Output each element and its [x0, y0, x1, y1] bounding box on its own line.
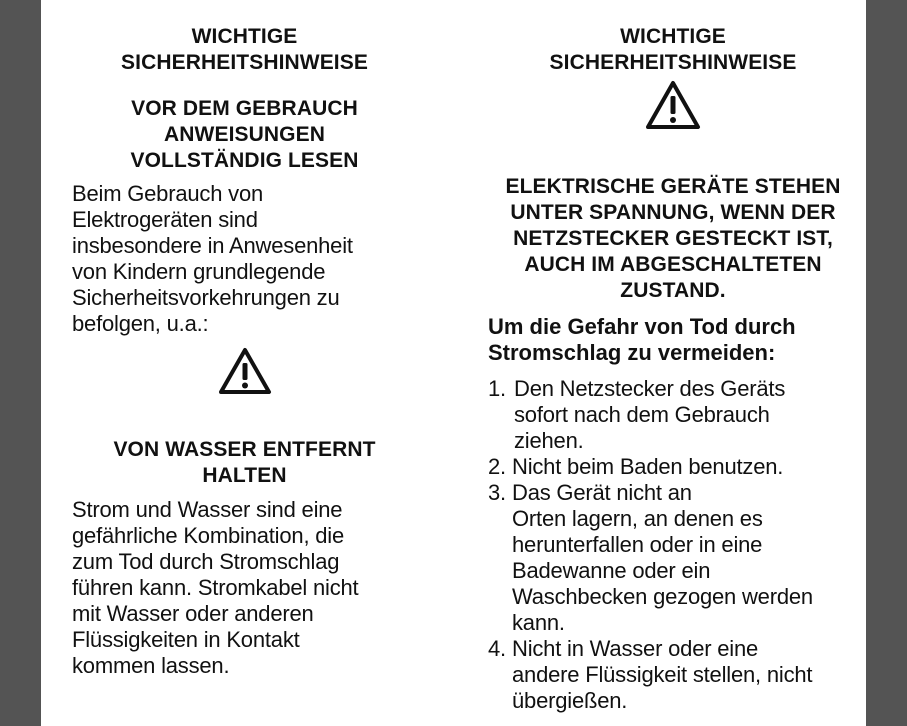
list-item [488, 636, 858, 714]
list-item [488, 480, 858, 636]
list-item [488, 454, 858, 480]
right-column [488, 24, 858, 714]
water-text: Strom und Wasser sind eine gefährliche Kombination, die zum Tod durch Stromschlag führen kann. Stromkabel nicht mit Wasser oder anderen Flüssigkeiten in Kontakt kommen lassen. [72, 497, 359, 678]
read-instructions-heading: VOR DEM GEBRAUCH ANWEISUNGEN VOLLSTÄNDIG LESEN [130, 97, 359, 172]
intro-text: Beim Gebrauch von Elektrogeräten sind insbesondere in Anwesenheit von Kindern grundlegende Sicherheitsvorkehrungen zu befolgen, u.a.: [72, 181, 353, 336]
right-title: WICHTIGE SICHERHEITSHINWEISE [549, 25, 797, 74]
list-item [488, 376, 858, 454]
water-heading: VON WASSER ENTFERNT HALTEN [113, 438, 376, 487]
safety-steps-list [488, 376, 858, 714]
step-number: 3. [488, 480, 506, 505]
step-text: Das Gerät nicht an Orten lagern, an denen es herunterfallen oder in eine Badewanne oder ein Waschbecken gezogen werden kann. [512, 480, 813, 635]
left-title: WICHTIGE SICHERHEITSHINWEISE [121, 25, 368, 74]
danger-heading: Um die Gefahr von Tod durch Stromschlag zu vermeiden: [488, 314, 796, 365]
step-text: Nicht in Wasser oder eine andere Flüssigkeit stellen, nicht übergießen. [512, 636, 813, 713]
warning-triangle-icon [645, 80, 701, 130]
warning-triangle-icon [218, 347, 272, 395]
step-number: 1. [488, 376, 506, 401]
voltage-heading: ELEKTRISCHE GERÄTE STEHEN UNTER SPANNUNG, WENN DER NETZSTECKER GESTECKT IST, AUCH IM ABGESCHALTETEN ZUSTAND. [505, 175, 841, 302]
left-column [72, 24, 417, 679]
step-number: 4. [488, 636, 506, 661]
step-number: 2. [488, 454, 506, 479]
step-text: Den Netzstecker des Geräts sofort nach dem Gebrauch ziehen. [514, 376, 786, 453]
step-text: Nicht beim Baden benutzen. [512, 454, 784, 479]
